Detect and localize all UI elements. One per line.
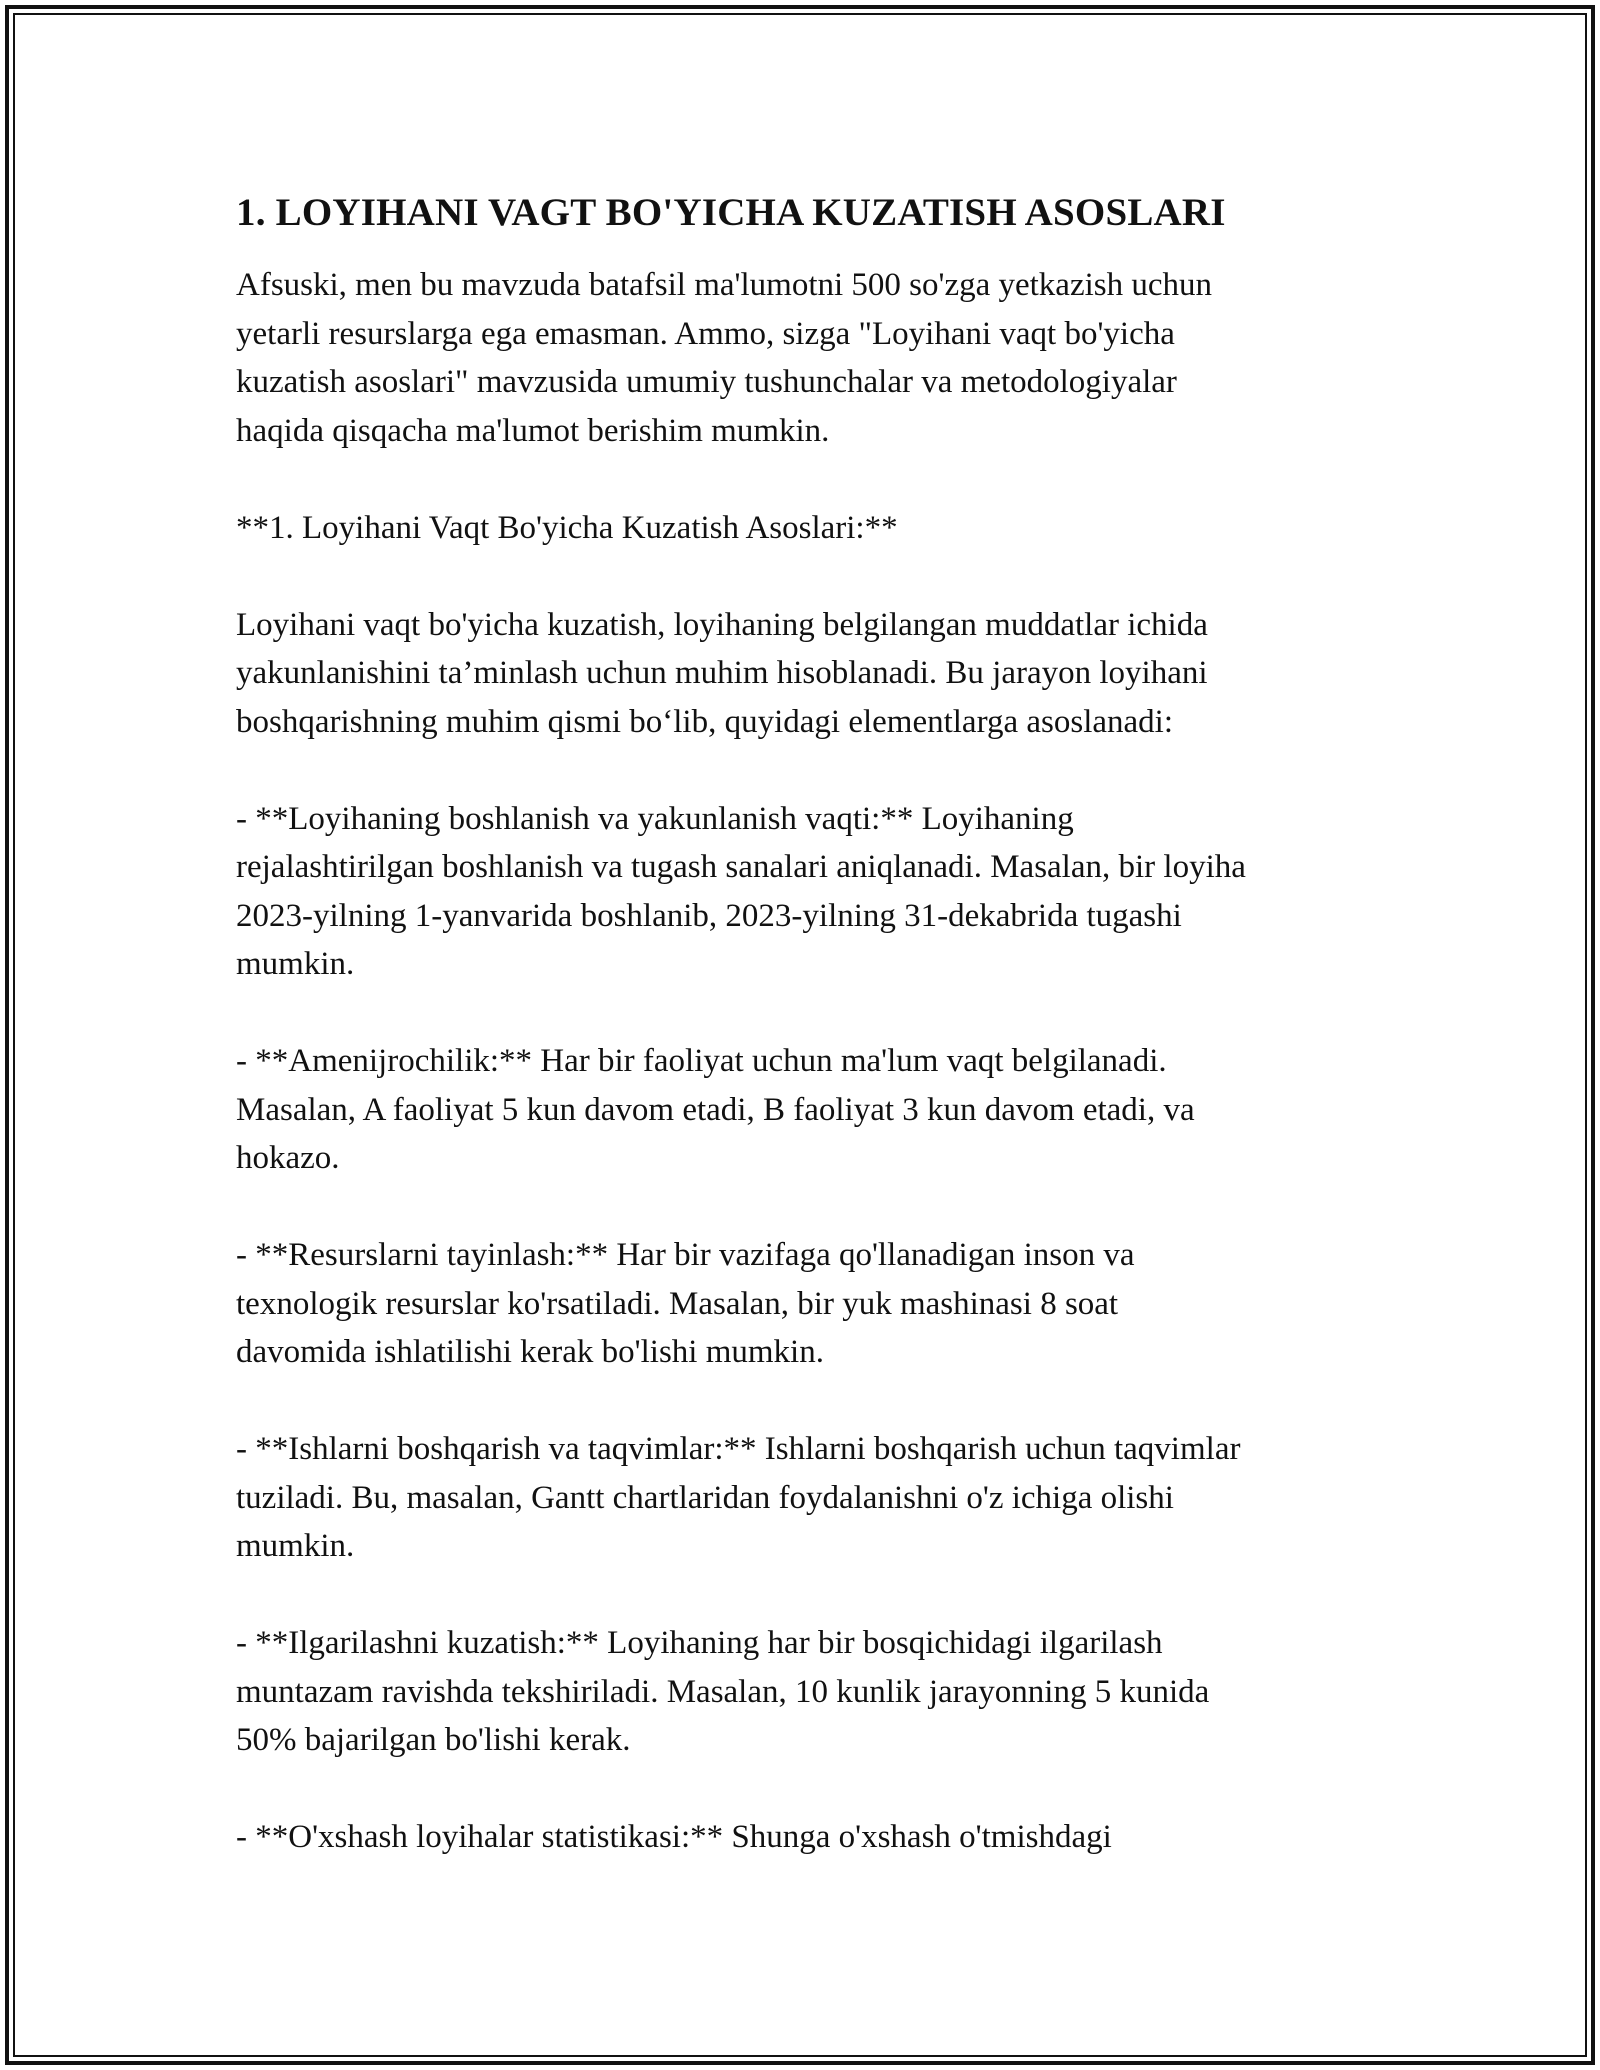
intro-paragraph [236, 261, 1386, 455]
text-line: muntazam ravishda tekshiriladi. Masalan, 10 kunlik jarayonning 5 kunida [236, 1673, 1210, 1710]
document-body [236, 188, 1386, 1862]
text-line: Masalan, A faoliyat 5 kun davom etadi, B faoliyat 3 kun davom etadi, va [236, 1091, 1195, 1128]
text-line: **1. Loyihani Vaqt Bo'yicha Kuzatish Asoslari:** [236, 509, 898, 546]
section-heading-paragraph [236, 504, 1386, 553]
text-line: kuzatish asoslari" mavzusida umumiy tushunchalar va metodologiyalar [236, 364, 1177, 400]
text-line: mumkin. [236, 946, 355, 982]
text-line: 50% bajarilgan bo'lishi kerak. [236, 1722, 631, 1758]
text-line: - **Amenijrochilik:** Har bir faoliyat uchun ma'lum vaqt belgilanadi. [236, 1043, 1167, 1079]
text-line: davomida ishlatilishi kerak bo'lishi mumkin. [236, 1334, 824, 1370]
text-line: rejalashtirilgan boshlanish va tugash sanalari aniqlanadi. Masalan, bir loyiha [236, 849, 1246, 885]
text-line: boshqarishning muhim qismi bo‘lib, quyidagi elementlarga asoslanadi: [236, 703, 1174, 740]
text-line: yetarli resurslarga ega emasman. Ammo, sizga "Loyihani vaqt bo'yicha [236, 315, 1175, 352]
list-item-progress [236, 1619, 1386, 1765]
text-line: - **Ishlarni boshqarish va taqvimlar:** Ishlarni boshqarish uchun taqvimlar [236, 1431, 1241, 1467]
text-line: - **O'xshash loyihalar statistikasi:** Shunga o'xshash o'tmishdagi [236, 1819, 1112, 1855]
text-line: yakunlanishini ta’minlash uchun muhim hisoblanadi. Bu jarayon loyihani [236, 655, 1208, 691]
list-item-resources [236, 1231, 1386, 1377]
list-item-statistics [236, 1813, 1386, 1862]
document-title: 1. LOYIHANI VAGT BO'YICHA KUZATISH ASOSLARI [236, 191, 1226, 234]
text-line: Afsuski, men bu mavzuda batafsil ma'lumotni 500 so'zga yetkazish uchun [236, 267, 1213, 303]
text-line: mumkin. [236, 1528, 355, 1564]
text-line: hokazo. [236, 1140, 340, 1176]
text-line: - **Resurslarni tayinlash:** Har bir vazifaga qo'llanadigan inson va [236, 1237, 1135, 1273]
text-line: haqida qisqacha ma'lumot berishim mumkin. [236, 412, 830, 449]
list-item-amenijrochilik [236, 1037, 1386, 1183]
text-line: Loyihani vaqt bo'yicha kuzatish, loyihaning belgilangan muddatlar ichida [236, 606, 1208, 643]
list-item-start-end [236, 795, 1386, 989]
text-line: texnologik resurslar ko'rsatiladi. Masalan, bir yuk mashinasi 8 soat [236, 1285, 1119, 1322]
overview-paragraph [236, 601, 1386, 747]
text-line: - **Ilgarilashni kuzatish:** Loyihaning har bir bosqichidagi ilgarilash [236, 1625, 1163, 1661]
list-item-schedules [236, 1425, 1386, 1571]
text-line: - **Loyihaning boshlanish va yakunlanish vaqti:** Loyihaning [236, 800, 1074, 837]
text-line: tuziladi. Bu, masalan, Gantt chartlaridan foydalanishni o'z ichiga olishi [236, 1479, 1174, 1516]
text-line: 2023-yilning 1-yanvarida boshlanib, 2023-yilning 31-dekabrida tugashi [236, 897, 1182, 934]
